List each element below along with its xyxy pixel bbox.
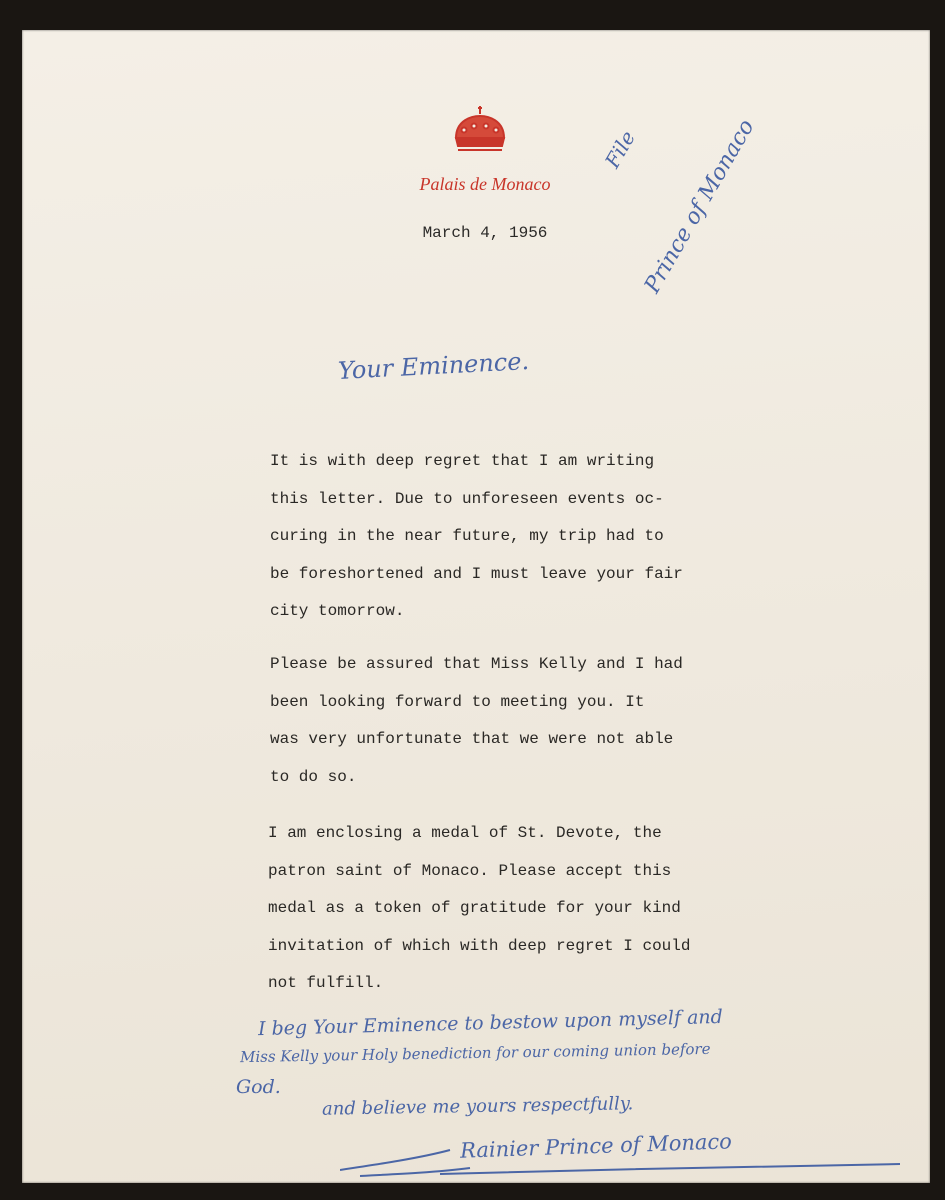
margin-note-prince: Prince of Monaco — [640, 115, 760, 298]
paragraph-line: curing in the near future, my trip had to — [270, 527, 664, 545]
paragraph-line: been looking forward to meeting you. It — [270, 692, 645, 711]
paragraph-2 — [270, 646, 810, 796]
signature: Rainier Prince of Monaco — [459, 1129, 733, 1163]
salutation: Your Eminence. — [337, 347, 530, 385]
paragraph-line: this letter. Due to unforeseen events oc- — [270, 489, 664, 508]
paragraph-line: not fulfill. — [268, 974, 384, 992]
paragraph-line: patron saint of Monaco. Please accept this — [268, 861, 672, 880]
postscript-line: I beg Your Eminence to bestow upon myself and — [257, 1005, 724, 1041]
paragraph-line: medal as a token of gratitude for your kind — [268, 899, 681, 917]
postscript-line: God. — [236, 1076, 281, 1098]
paragraph-line: to do so. — [270, 767, 357, 786]
paragraph-line: It is with deep regret that I am writing — [270, 452, 655, 470]
paragraph-line: I am enclosing a medal of St. Devote, the — [268, 824, 662, 842]
postscript-line: Miss Kelly your Holy benediction for our coming union before — [239, 1039, 711, 1067]
paragraph-3 — [268, 815, 808, 1003]
paragraph-line: was very unfortunate that we were not able — [270, 730, 674, 748]
letterhead-title: Palais de Monaco — [419, 174, 551, 194]
crown-emblem-icon — [450, 106, 510, 156]
paragraph-line: be foreshortened and I must leave your fair — [270, 564, 683, 583]
signature-flourish-icon — [340, 1140, 910, 1180]
paragraph-line: city tomorrow. — [270, 602, 405, 620]
margin-note-file: File — [600, 126, 641, 172]
paragraph-1 — [270, 443, 810, 631]
letter-date: March 4, 1956 — [422, 224, 548, 242]
closing-line: and believe me yours respectfully. — [321, 1093, 634, 1120]
paragraph-line: Please be assured that Miss Kelly and I had — [270, 655, 683, 673]
paragraph-line: invitation of which with deep regret I could — [268, 936, 691, 955]
